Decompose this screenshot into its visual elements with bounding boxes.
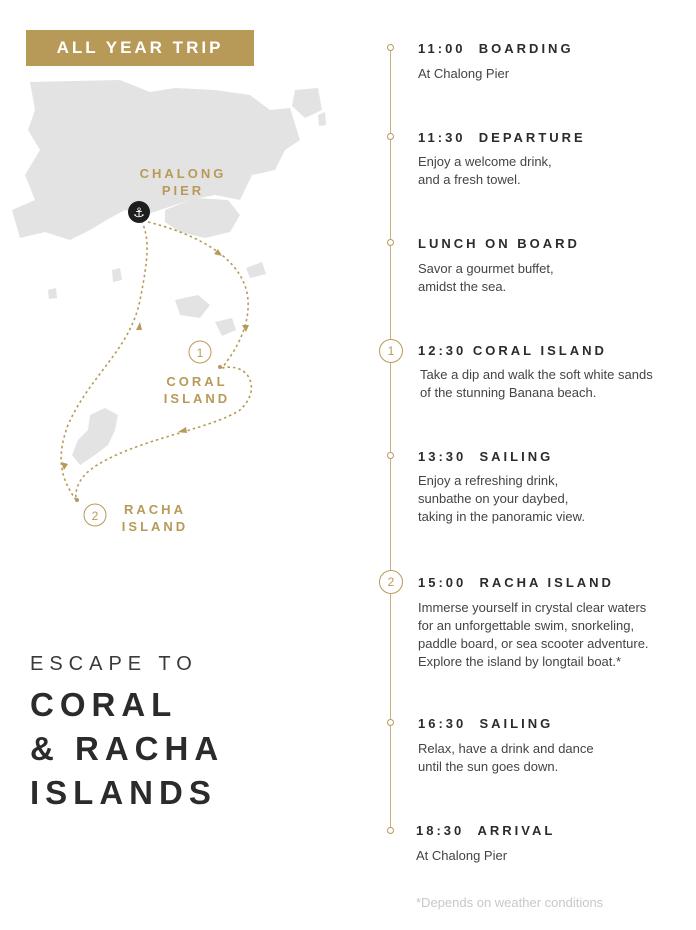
timeline-dot xyxy=(387,719,394,726)
event-title xyxy=(418,716,553,731)
route-arrow-3 xyxy=(178,427,187,433)
event-title xyxy=(418,236,580,251)
timeline-number-badge: 2 xyxy=(379,570,403,594)
event-description: Savor a gourmet buffet, amidst the sea. xyxy=(418,261,554,294)
event-name: BOARDING xyxy=(478,41,574,56)
pier-label xyxy=(133,165,233,199)
heading-line-1: CORAL xyxy=(30,686,178,723)
route-map xyxy=(0,70,340,550)
event-time: 18:30 xyxy=(416,823,465,838)
timeline-dot xyxy=(387,827,394,834)
event-name: CORAL ISLAND xyxy=(472,343,607,358)
racha-label-line2: ISLAND xyxy=(121,519,189,534)
event-title xyxy=(418,449,553,464)
racha-label xyxy=(115,501,195,535)
island-tiny-2 xyxy=(112,268,122,282)
trip-badge: ALL YEAR TRIP xyxy=(26,30,254,66)
timeline-dot xyxy=(387,452,394,459)
route-arrow-5 xyxy=(136,322,142,330)
island-small-mid xyxy=(175,295,210,318)
island-tiny-3 xyxy=(48,288,57,299)
island-small-2 xyxy=(215,318,236,336)
timeline-number-badge: 1 xyxy=(379,339,403,363)
racha-island-shape xyxy=(72,408,118,465)
event-name: SAILING xyxy=(479,449,554,464)
anchor-icon: ⚓ xyxy=(133,206,145,221)
event-time: 11:00 xyxy=(418,41,466,56)
event-time: 11:30 xyxy=(418,130,466,145)
timeline-dot xyxy=(387,44,394,51)
racha-label-line1: RACHA xyxy=(124,502,186,517)
timeline-dot xyxy=(387,133,394,140)
route-racha-to-pier xyxy=(61,222,147,500)
timeline-line xyxy=(390,45,391,830)
island-north-right xyxy=(292,88,322,118)
event-description: At Chalong Pier xyxy=(416,848,508,863)
event-title xyxy=(416,823,555,838)
phuket-landmass xyxy=(12,80,300,240)
island-small-3 xyxy=(246,262,266,278)
event-time: 15:00 xyxy=(418,575,467,590)
coral-stop-dot xyxy=(218,365,222,369)
island-tiny-1 xyxy=(318,112,326,126)
timeline-dot xyxy=(387,239,394,246)
event-time: 16:30 xyxy=(418,716,467,731)
event-time: 13:30 xyxy=(418,449,467,464)
event-name: RACHA ISLAND xyxy=(479,575,614,590)
event-description: Enjoy a refreshing drink, sunbathe on your daybed, taking in the panoramic view. xyxy=(418,473,585,524)
pier-label-line1: CHALONG xyxy=(139,166,227,181)
pier-label-line2: PIER xyxy=(161,183,205,198)
event-title xyxy=(418,130,586,145)
event-name: SAILING xyxy=(479,716,554,731)
racha-number: 2 xyxy=(91,509,99,523)
event-name: LUNCH ON BOARD xyxy=(418,236,580,251)
event-time: 12:30 xyxy=(418,343,467,358)
event-description: Take a dip and walk the soft white sands of the stunning Banana beach. xyxy=(420,367,653,400)
event-title xyxy=(418,575,614,590)
event-title xyxy=(418,343,607,358)
racha-stop-dot xyxy=(75,498,79,502)
coral-label xyxy=(157,373,237,407)
heading-escape-to: ESCAPE TO xyxy=(30,653,198,675)
weather-footnote: *Depends on weather conditions xyxy=(416,895,604,910)
event-description: At Chalong Pier xyxy=(418,66,510,81)
event-description: Relax, have a drink and dance until the sun goes down. xyxy=(418,741,594,774)
event-name: ARRIVAL xyxy=(477,823,556,838)
coral-label-line2: ISLAND xyxy=(163,391,231,406)
coral-number: 1 xyxy=(196,346,204,360)
event-title xyxy=(418,41,574,56)
event-description: Immerse yourself in crystal clear waters for an unforgettable swim, snorkeling, paddle board, or sea scooter adventure. Explore the island by longtail boat.* xyxy=(418,600,649,669)
event-name: DEPARTURE xyxy=(478,130,586,145)
heading-line-3: ISLANDS xyxy=(30,774,217,811)
event-description: Enjoy a welcome drink, and a fresh towel. xyxy=(418,154,552,187)
heading-line-2: & RACHA xyxy=(30,730,225,767)
coral-label-line1: CORAL xyxy=(166,374,228,389)
